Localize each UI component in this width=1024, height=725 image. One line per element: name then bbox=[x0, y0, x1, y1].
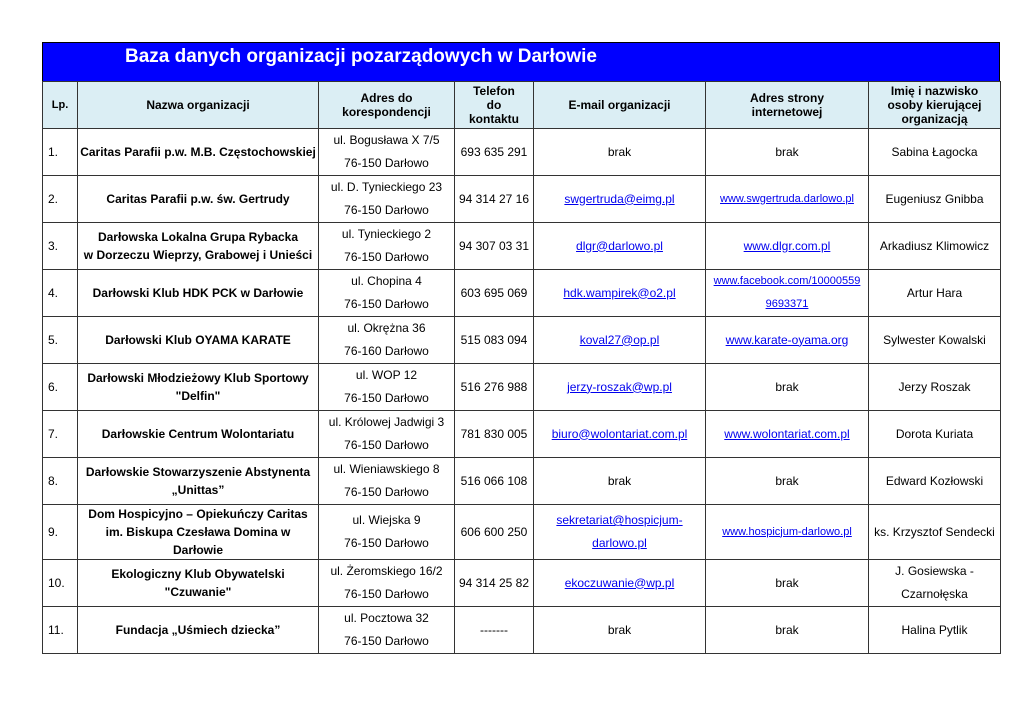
cell-address bbox=[319, 364, 455, 411]
document-sheet bbox=[42, 42, 1000, 654]
name-line2: im. Biskupa Czesława Domina w Darłowie bbox=[105, 525, 291, 557]
cell-www[interactable] bbox=[706, 411, 869, 458]
cell-www bbox=[706, 129, 869, 176]
address-city: 76-150 Darłowo bbox=[344, 536, 429, 550]
name-line1: Dom Hospicyjno – Opiekuńczy Caritas bbox=[88, 507, 308, 521]
person-name: Arkadiusz Klimowicz bbox=[879, 238, 990, 253]
cell-lp: 4. bbox=[43, 270, 78, 317]
cell-lp: 3. bbox=[43, 223, 78, 270]
cell-phone: 606 600 250 bbox=[455, 505, 534, 560]
cell-address bbox=[319, 458, 455, 505]
cell-www[interactable] bbox=[706, 505, 869, 560]
cell-phone: 693 635 291 bbox=[455, 129, 534, 176]
cell-person bbox=[869, 607, 1001, 654]
name-line1: Darłowskie Stowarzyszenie Abstynenta bbox=[85, 465, 311, 479]
address-street: ul. Żeromskiego 16/2 bbox=[330, 564, 443, 578]
person-name: Edward Kozłowski bbox=[885, 473, 984, 488]
table-header-row bbox=[43, 82, 1001, 129]
person-name-continued: Czarnołęska bbox=[901, 587, 968, 601]
cell-email[interactable] bbox=[534, 176, 706, 223]
header-person-line3: organizacją bbox=[901, 112, 968, 126]
cell-address bbox=[319, 505, 455, 560]
cell-email[interactable] bbox=[534, 505, 706, 560]
person-name: Halina Pytlik bbox=[901, 622, 968, 637]
cell-name bbox=[78, 223, 319, 270]
table-row bbox=[43, 129, 1001, 176]
header-address bbox=[319, 82, 455, 129]
cell-www[interactable] bbox=[706, 317, 869, 364]
name-line1: Darłowskie Centrum Wolontariatu bbox=[101, 427, 295, 441]
table-row bbox=[43, 458, 1001, 505]
website-link[interactable]: www.wolontariat.com.pl bbox=[724, 426, 850, 441]
address-street: ul. Chopina 4 bbox=[351, 274, 422, 288]
cell-phone: 516 066 108 bbox=[455, 458, 534, 505]
cell-email[interactable] bbox=[534, 317, 706, 364]
cell-person bbox=[869, 411, 1001, 458]
website-text: brak bbox=[775, 622, 799, 637]
name-line1: Caritas Parafii p.w. św. Gertrudy bbox=[106, 192, 290, 206]
header-phone-line1: Telefon bbox=[473, 84, 515, 98]
address-street: ul. Okrężna 36 bbox=[347, 321, 426, 335]
header-www bbox=[706, 82, 869, 129]
table-row bbox=[43, 317, 1001, 364]
name-line1: Caritas Parafii p.w. M.B. Częstochowskiej bbox=[80, 145, 316, 159]
cell-name bbox=[78, 129, 319, 176]
cell-lp: 9. bbox=[43, 505, 78, 560]
person-name: Eugeniusz Gnibba bbox=[885, 191, 984, 206]
cell-person bbox=[869, 317, 1001, 364]
email-text: brak bbox=[607, 622, 632, 637]
cell-address bbox=[319, 223, 455, 270]
cell-phone: 515 083 094 bbox=[455, 317, 534, 364]
address-street: ul. Tynieckiego 2 bbox=[341, 227, 432, 241]
email-text: brak bbox=[607, 144, 632, 159]
cell-lp: 11. bbox=[43, 607, 78, 654]
email-link[interactable]: swgertruda@eimg.pl bbox=[564, 191, 675, 206]
person-name: Dorota Kuriata bbox=[895, 426, 974, 441]
name-line2: "Delfin" bbox=[175, 389, 221, 403]
table-row bbox=[43, 270, 1001, 317]
cell-www bbox=[706, 364, 869, 411]
email-link[interactable]: hdk.wampirek@o2.pl bbox=[563, 285, 676, 300]
cell-person bbox=[869, 270, 1001, 317]
cell-www[interactable] bbox=[706, 176, 869, 223]
cell-name bbox=[78, 176, 319, 223]
cell-address bbox=[319, 411, 455, 458]
cell-phone: 603 695 069 bbox=[455, 270, 534, 317]
person-name: Jerzy Roszak bbox=[898, 379, 971, 394]
address-street: ul. Bogusława X 7/5 bbox=[333, 133, 440, 147]
address-street: ul. Wieniawskiego 8 bbox=[333, 462, 440, 476]
website-text: brak bbox=[775, 473, 799, 488]
website-link[interactable]: www.swgertruda.darlowo.pl bbox=[720, 192, 854, 205]
name-line1: Darłowska Lokalna Grupa Rybacka bbox=[97, 230, 299, 244]
cell-www[interactable] bbox=[706, 270, 869, 317]
cell-phone: 94 307 03 31 bbox=[455, 223, 534, 270]
website-link[interactable]: www.hospicjum-darlowo.pl bbox=[722, 525, 852, 538]
address-city: 76-150 Darłowo bbox=[344, 297, 429, 311]
cell-email bbox=[534, 129, 706, 176]
cell-phone: 94 314 25 82 bbox=[455, 560, 534, 607]
website-text: brak bbox=[775, 144, 799, 159]
cell-phone: ------- bbox=[455, 607, 534, 654]
header-person-line1: Imię i nazwisko bbox=[890, 84, 979, 98]
title-bar bbox=[42, 42, 1000, 81]
name-line1: Darłowski Klub HDK PCK w Darłowie bbox=[92, 286, 304, 300]
cell-www bbox=[706, 560, 869, 607]
email-text: brak bbox=[607, 473, 632, 488]
header-www-line2: internetowej bbox=[751, 105, 823, 119]
website-text: brak bbox=[775, 379, 799, 394]
cell-email[interactable] bbox=[534, 270, 706, 317]
email-link[interactable]: koval27@op.pl bbox=[579, 332, 660, 347]
table-row bbox=[43, 560, 1001, 607]
header-lp: Lp. bbox=[43, 82, 78, 129]
cell-name bbox=[78, 505, 319, 560]
email-link[interactable]: biuro@wolontariat.com.pl bbox=[551, 426, 688, 441]
cell-address bbox=[319, 270, 455, 317]
cell-phone: 781 830 005 bbox=[455, 411, 534, 458]
cell-www bbox=[706, 607, 869, 654]
cell-lp: 5. bbox=[43, 317, 78, 364]
website-link[interactable]: www.facebook.com/10000559 bbox=[713, 275, 861, 287]
website-text: brak bbox=[775, 575, 799, 590]
cell-person bbox=[869, 129, 1001, 176]
cell-email[interactable] bbox=[534, 364, 706, 411]
header-www-line1: Adres strony bbox=[749, 91, 825, 105]
cell-email[interactable] bbox=[534, 411, 706, 458]
name-line1: Fundacja „Uśmiech dziecka” bbox=[115, 623, 281, 637]
cell-lp: 10. bbox=[43, 560, 78, 607]
address-street: ul. Wiejska 9 bbox=[352, 513, 421, 527]
table-row bbox=[43, 607, 1001, 654]
cell-phone: 94 314 27 16 bbox=[455, 176, 534, 223]
cell-person bbox=[869, 364, 1001, 411]
cell-phone: 516 276 988 bbox=[455, 364, 534, 411]
address-city: 76-150 Darłowo bbox=[344, 203, 429, 217]
cell-email bbox=[534, 458, 706, 505]
cell-name bbox=[78, 317, 319, 364]
email-link[interactable]: sekretariat@hospicjum-darlowo.pl bbox=[556, 513, 683, 550]
header-person-line2: osoby kierującej bbox=[887, 98, 982, 112]
header-name: Nazwa organizacji bbox=[78, 82, 319, 129]
header-phone-line2: do bbox=[486, 98, 502, 112]
address-city: 76-150 Darłowo bbox=[344, 250, 429, 264]
table-row bbox=[43, 505, 1001, 560]
name-line2: „Unittas” bbox=[171, 483, 225, 497]
table-row bbox=[43, 364, 1001, 411]
person-name: J. Gosiewska - bbox=[895, 564, 974, 578]
address-street: ul. WOP 12 bbox=[355, 368, 418, 382]
header-address-line2: korespondencji bbox=[342, 105, 431, 119]
cell-www bbox=[706, 458, 869, 505]
cell-person bbox=[869, 458, 1001, 505]
cell-email[interactable] bbox=[534, 560, 706, 607]
cell-address bbox=[319, 607, 455, 654]
name-line2: w Dorzeczu Wieprzy, Grabowej i Unieści bbox=[83, 248, 313, 262]
address-city: 76-160 Darłowo bbox=[344, 344, 429, 358]
cell-lp: 1. bbox=[43, 129, 78, 176]
cell-lp: 7. bbox=[43, 411, 78, 458]
header-email: E-mail organizacji bbox=[534, 82, 706, 129]
table-row bbox=[43, 176, 1001, 223]
cell-address bbox=[319, 176, 455, 223]
organizations-table bbox=[42, 81, 1001, 654]
cell-address bbox=[319, 129, 455, 176]
website-link[interactable]: www.karate-oyama.org bbox=[725, 332, 849, 347]
person-name: Sabina Łagocka bbox=[891, 144, 978, 159]
address-city: 76-150 Darłowo bbox=[344, 156, 429, 170]
email-link[interactable]: ekoczuwanie@wp.pl bbox=[564, 575, 675, 590]
address-city: 76-150 Darłowo bbox=[344, 391, 429, 405]
cell-name bbox=[78, 411, 319, 458]
table-row bbox=[43, 411, 1001, 458]
email-link[interactable]: dlgr@darlowo.pl bbox=[576, 238, 663, 253]
cell-name bbox=[78, 270, 319, 317]
cell-person bbox=[869, 223, 1001, 270]
name-line1: Darłowski Młodzieżowy Klub Sportowy bbox=[87, 371, 309, 385]
address-city: 76-150 Darłowo bbox=[344, 438, 429, 452]
header-phone bbox=[455, 82, 534, 129]
cell-name bbox=[78, 458, 319, 505]
cell-name bbox=[78, 607, 319, 654]
email-link[interactable]: jerzy-roszak@wp.pl bbox=[567, 379, 672, 394]
cell-lp: 8. bbox=[43, 458, 78, 505]
person-name: ks. Krzysztof Sendecki bbox=[874, 524, 995, 539]
cell-name bbox=[78, 364, 319, 411]
name-line1: Ekologiczny Klub Obywatelski "Czuwanie" bbox=[111, 567, 285, 599]
cell-email bbox=[534, 607, 706, 654]
name-line1: Darłowski Klub OYAMA KARATE bbox=[105, 333, 291, 347]
table-row bbox=[43, 223, 1001, 270]
header-address-line1: Adres do bbox=[360, 91, 413, 105]
cell-email[interactable] bbox=[534, 223, 706, 270]
website-link[interactable]: www.dlgr.com.pl bbox=[743, 238, 831, 253]
person-name: Sylwester Kowalski bbox=[883, 332, 986, 347]
cell-person bbox=[869, 176, 1001, 223]
address-city: 76-150 Darłowo bbox=[344, 634, 429, 648]
address-city: 76-150 Darłowo bbox=[344, 587, 429, 601]
address-street: ul. D. Tynieckiego 23 bbox=[330, 180, 443, 194]
address-city: 76-150 Darłowo bbox=[344, 485, 429, 499]
cell-address bbox=[319, 560, 455, 607]
page-title: Baza danych organizacji pozarządowych w Darłowie bbox=[125, 46, 597, 67]
cell-person bbox=[869, 505, 1001, 560]
address-street: ul. Pocztowa 32 bbox=[344, 611, 429, 625]
website-link-continued[interactable]: 9693371 bbox=[765, 298, 809, 310]
address-street: ul. Królowej Jadwigi 3 bbox=[328, 415, 445, 429]
header-person bbox=[869, 82, 1001, 129]
cell-person bbox=[869, 560, 1001, 607]
cell-lp: 2. bbox=[43, 176, 78, 223]
person-name: Artur Hara bbox=[906, 285, 963, 300]
cell-www[interactable] bbox=[706, 223, 869, 270]
cell-address bbox=[319, 317, 455, 364]
cell-name bbox=[78, 560, 319, 607]
header-phone-line3: kontaktu bbox=[468, 112, 519, 126]
cell-lp: 6. bbox=[43, 364, 78, 411]
